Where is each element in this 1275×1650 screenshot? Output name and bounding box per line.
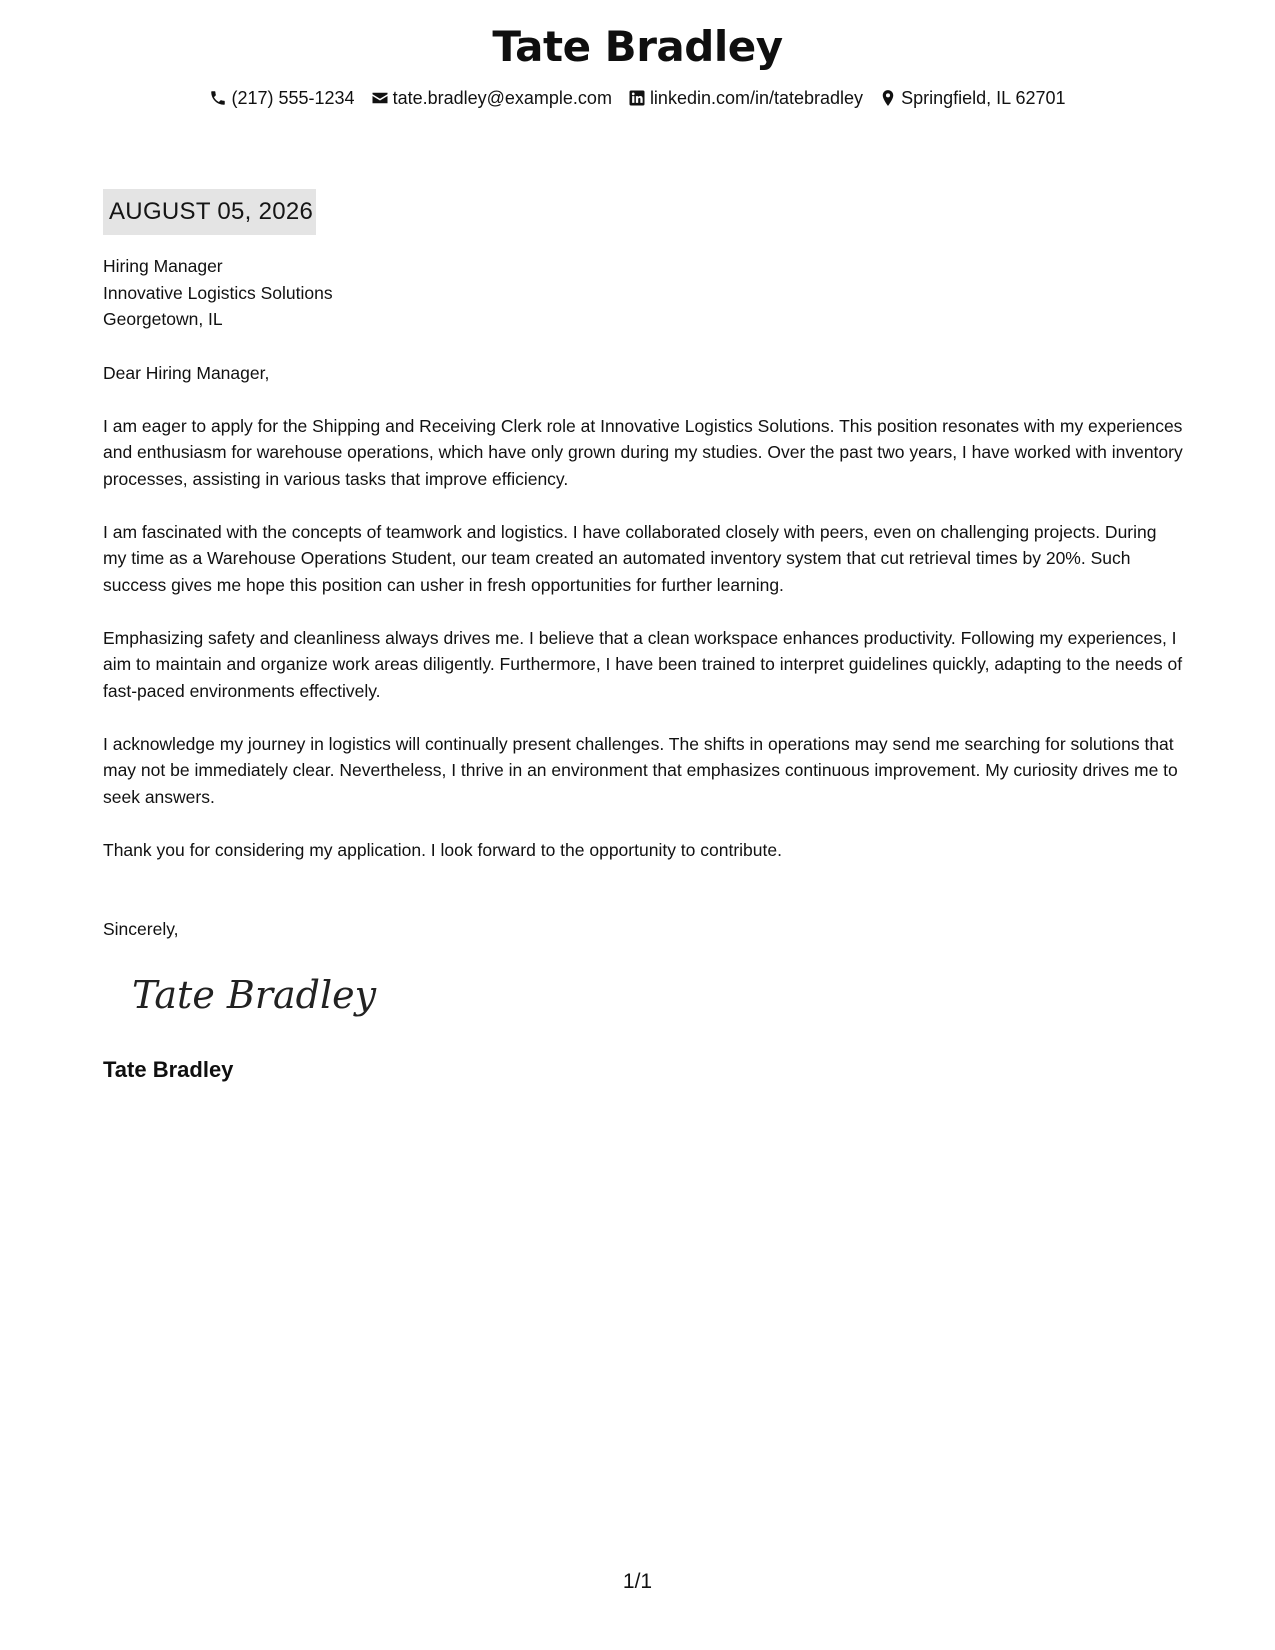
paragraph: I am eager to apply for the Shipping and Receiving Clerk role at Innovative Logistics Solutions. This position resonates with my experiences and enthusiasm for warehouse operations, which have only grown during my studies. Over the past two years, I have worked with inventory processes, assisting in various tasks that improve efficiency.	[103, 415, 1183, 489]
salutation: Dear Hiring Manager,	[103, 362, 270, 383]
contact-linkedin[interactable]	[628, 86, 863, 110]
applicant-name: Tate Bradley	[492, 22, 783, 71]
contact-info	[0, 86, 1275, 110]
closing: Sincerely,	[103, 919, 179, 939]
map-marker-icon	[879, 89, 897, 107]
signature-image	[130, 970, 377, 1022]
paragraph: I am fascinated with the concepts of teamwork and logistics. I have collaborated closely with peers, even on challenging projects. During my time as a Warehouse Operations Student, our team created an automated inventory system that cut retrieval times by 20%. Such success gives me hope this position can usher in fresh opportunities for further learning.	[103, 521, 1157, 595]
envelope-icon	[371, 89, 389, 107]
recipient-block	[103, 253, 1183, 333]
letter-date: AUGUST 05, 2026	[103, 189, 316, 235]
contact-email[interactable]	[371, 86, 612, 110]
location-text: Springfield, IL 62701	[901, 88, 1066, 108]
recipient-company: Innovative Logistics Solutions	[103, 282, 333, 303]
page-number: 1/1	[622, 1570, 653, 1593]
signer-name: Tate Bradley	[103, 1057, 234, 1082]
phone-icon	[209, 89, 227, 107]
paragraph: I acknowledge my journey in logistics will continually present challenges. The shifts in operations may send me searching for solutions that may not be immediately clear. Nevertheless, I thrive in an environment that emphasizes continuous improvement. My curiosity drives me to seek answers.	[103, 733, 1178, 807]
contact-phone	[209, 86, 354, 110]
linkedin-icon	[628, 89, 646, 107]
email-address[interactable]: tate.bradley@example.com	[392, 88, 612, 108]
paragraph: Emphasizing safety and cleanliness always drives me. I believe that a clean workspace enhances productivity. Following my experiences, I aim to maintain and organize work areas diligently. Furthermore, I have been trained to interpret guidelines quickly, adapting to the needs of fast-paced environments effectively.	[103, 627, 1183, 701]
paragraph: Thank you for considering my application. I look forward to the opportunity to contribute.	[103, 839, 782, 860]
signature-text: Tate Bradley	[132, 973, 377, 1017]
recipient-location: Georgetown, IL	[103, 309, 223, 329]
recipient-title: Hiring Manager	[103, 256, 223, 276]
contact-location	[879, 86, 1065, 110]
phone-number: (217) 555-1234	[231, 88, 355, 108]
letter-body	[103, 253, 1183, 943]
letter-header	[0, 18, 1275, 110]
linkedin-url[interactable]: linkedin.com/in/tatebradley	[649, 88, 864, 108]
